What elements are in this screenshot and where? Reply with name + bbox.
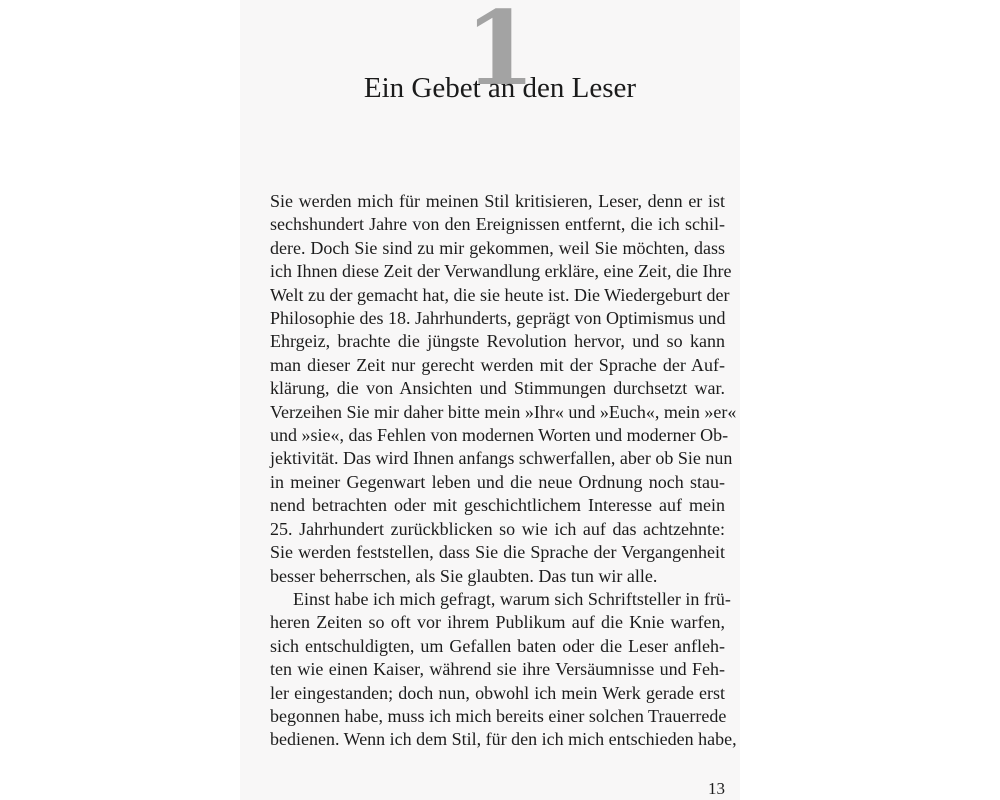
text-line: man dieser Zeit nur gerecht werden mit der Sprache der Auf-: [270, 354, 725, 375]
text-line: ten wie einen Kaiser, während sie ihre Versäumnisse und Feh-: [270, 659, 725, 680]
text-line: und »sie«, das Fehlen von modernen Worten und moderner Ob-: [270, 425, 729, 446]
text-line: sich entschuldigten, um Gefallen baten oder die Leser anfleh-: [270, 635, 725, 656]
text-line: klärung, die von Ansichten und Stimmungen durchsetzt war.: [270, 378, 725, 399]
paragraph-1: [270, 190, 737, 588]
page-number: 13: [708, 779, 725, 798]
paragraph-2: [270, 588, 737, 752]
chapter-title: Ein Gebet an den Leser: [363, 72, 637, 104]
text-line: ich Ihnen diese Zeit der Verwandlung erkläre, eine Zeit, die Ihre: [270, 261, 732, 282]
text-line: heren Zeiten so oft vor ihrem Publikum auf die Knie warfen,: [270, 612, 725, 633]
text-line: Verzeihen Sie mir daher bitte mein »Ihr« und »Euch«, mein »er«: [270, 401, 737, 422]
text-line: in meiner Gegenwart leben und die neue Ordnung noch stau-: [270, 471, 725, 492]
text-line: begonnen habe, muss ich mich bereits einer solchen Trauerrede: [270, 705, 727, 726]
text-line: dere. Doch Sie sind zu mir gekommen, weil Sie möchten, dass: [270, 237, 725, 258]
text-line: nend betrachten oder mit geschichtlichem Interesse auf mein: [270, 495, 725, 516]
text-line: besser beherrschen, als Sie glaubten. Das tun wir alle.: [270, 565, 658, 586]
text-line: Einst habe ich mich gefragt, warum sich Schriftsteller in frü-: [293, 588, 731, 609]
text-line: Sie werden mich für meinen Stil kritisieren, Leser, denn er ist: [270, 191, 725, 211]
text-line: Sie werden feststellen, dass Sie die Sprache der Vergangenheit: [270, 542, 725, 563]
body-text: [270, 190, 737, 752]
text-line: Welt zu der gemacht hat, die sie heute ist. Die Wiedergeburt der: [270, 284, 730, 305]
text-line: Philosophie des 18. Jahrhunderts, geprägt von Optimismus und: [270, 308, 726, 329]
text-line: jektivität. Das wird Ihnen anfangs schwerfallen, aber ob Sie nun: [270, 448, 733, 469]
chapter-number: 1: [464, 0, 536, 109]
text-line: sechshundert Jahre von den Ereignissen entfernt, die ich schil-: [270, 214, 725, 235]
text-line: 25. Jahrhundert zurückblicken so wie ich auf das achtzehnte:: [270, 518, 725, 539]
text-line: Ehrgeiz, brachte die jüngste Revolution hervor, und so kann: [270, 331, 725, 352]
text-line: ler eingestanden; doch nun, obwohl ich mein Werk gerade erst: [270, 682, 725, 703]
text-line: bedienen. Wenn ich dem Stil, für den ich mich entschieden habe,: [270, 729, 737, 750]
